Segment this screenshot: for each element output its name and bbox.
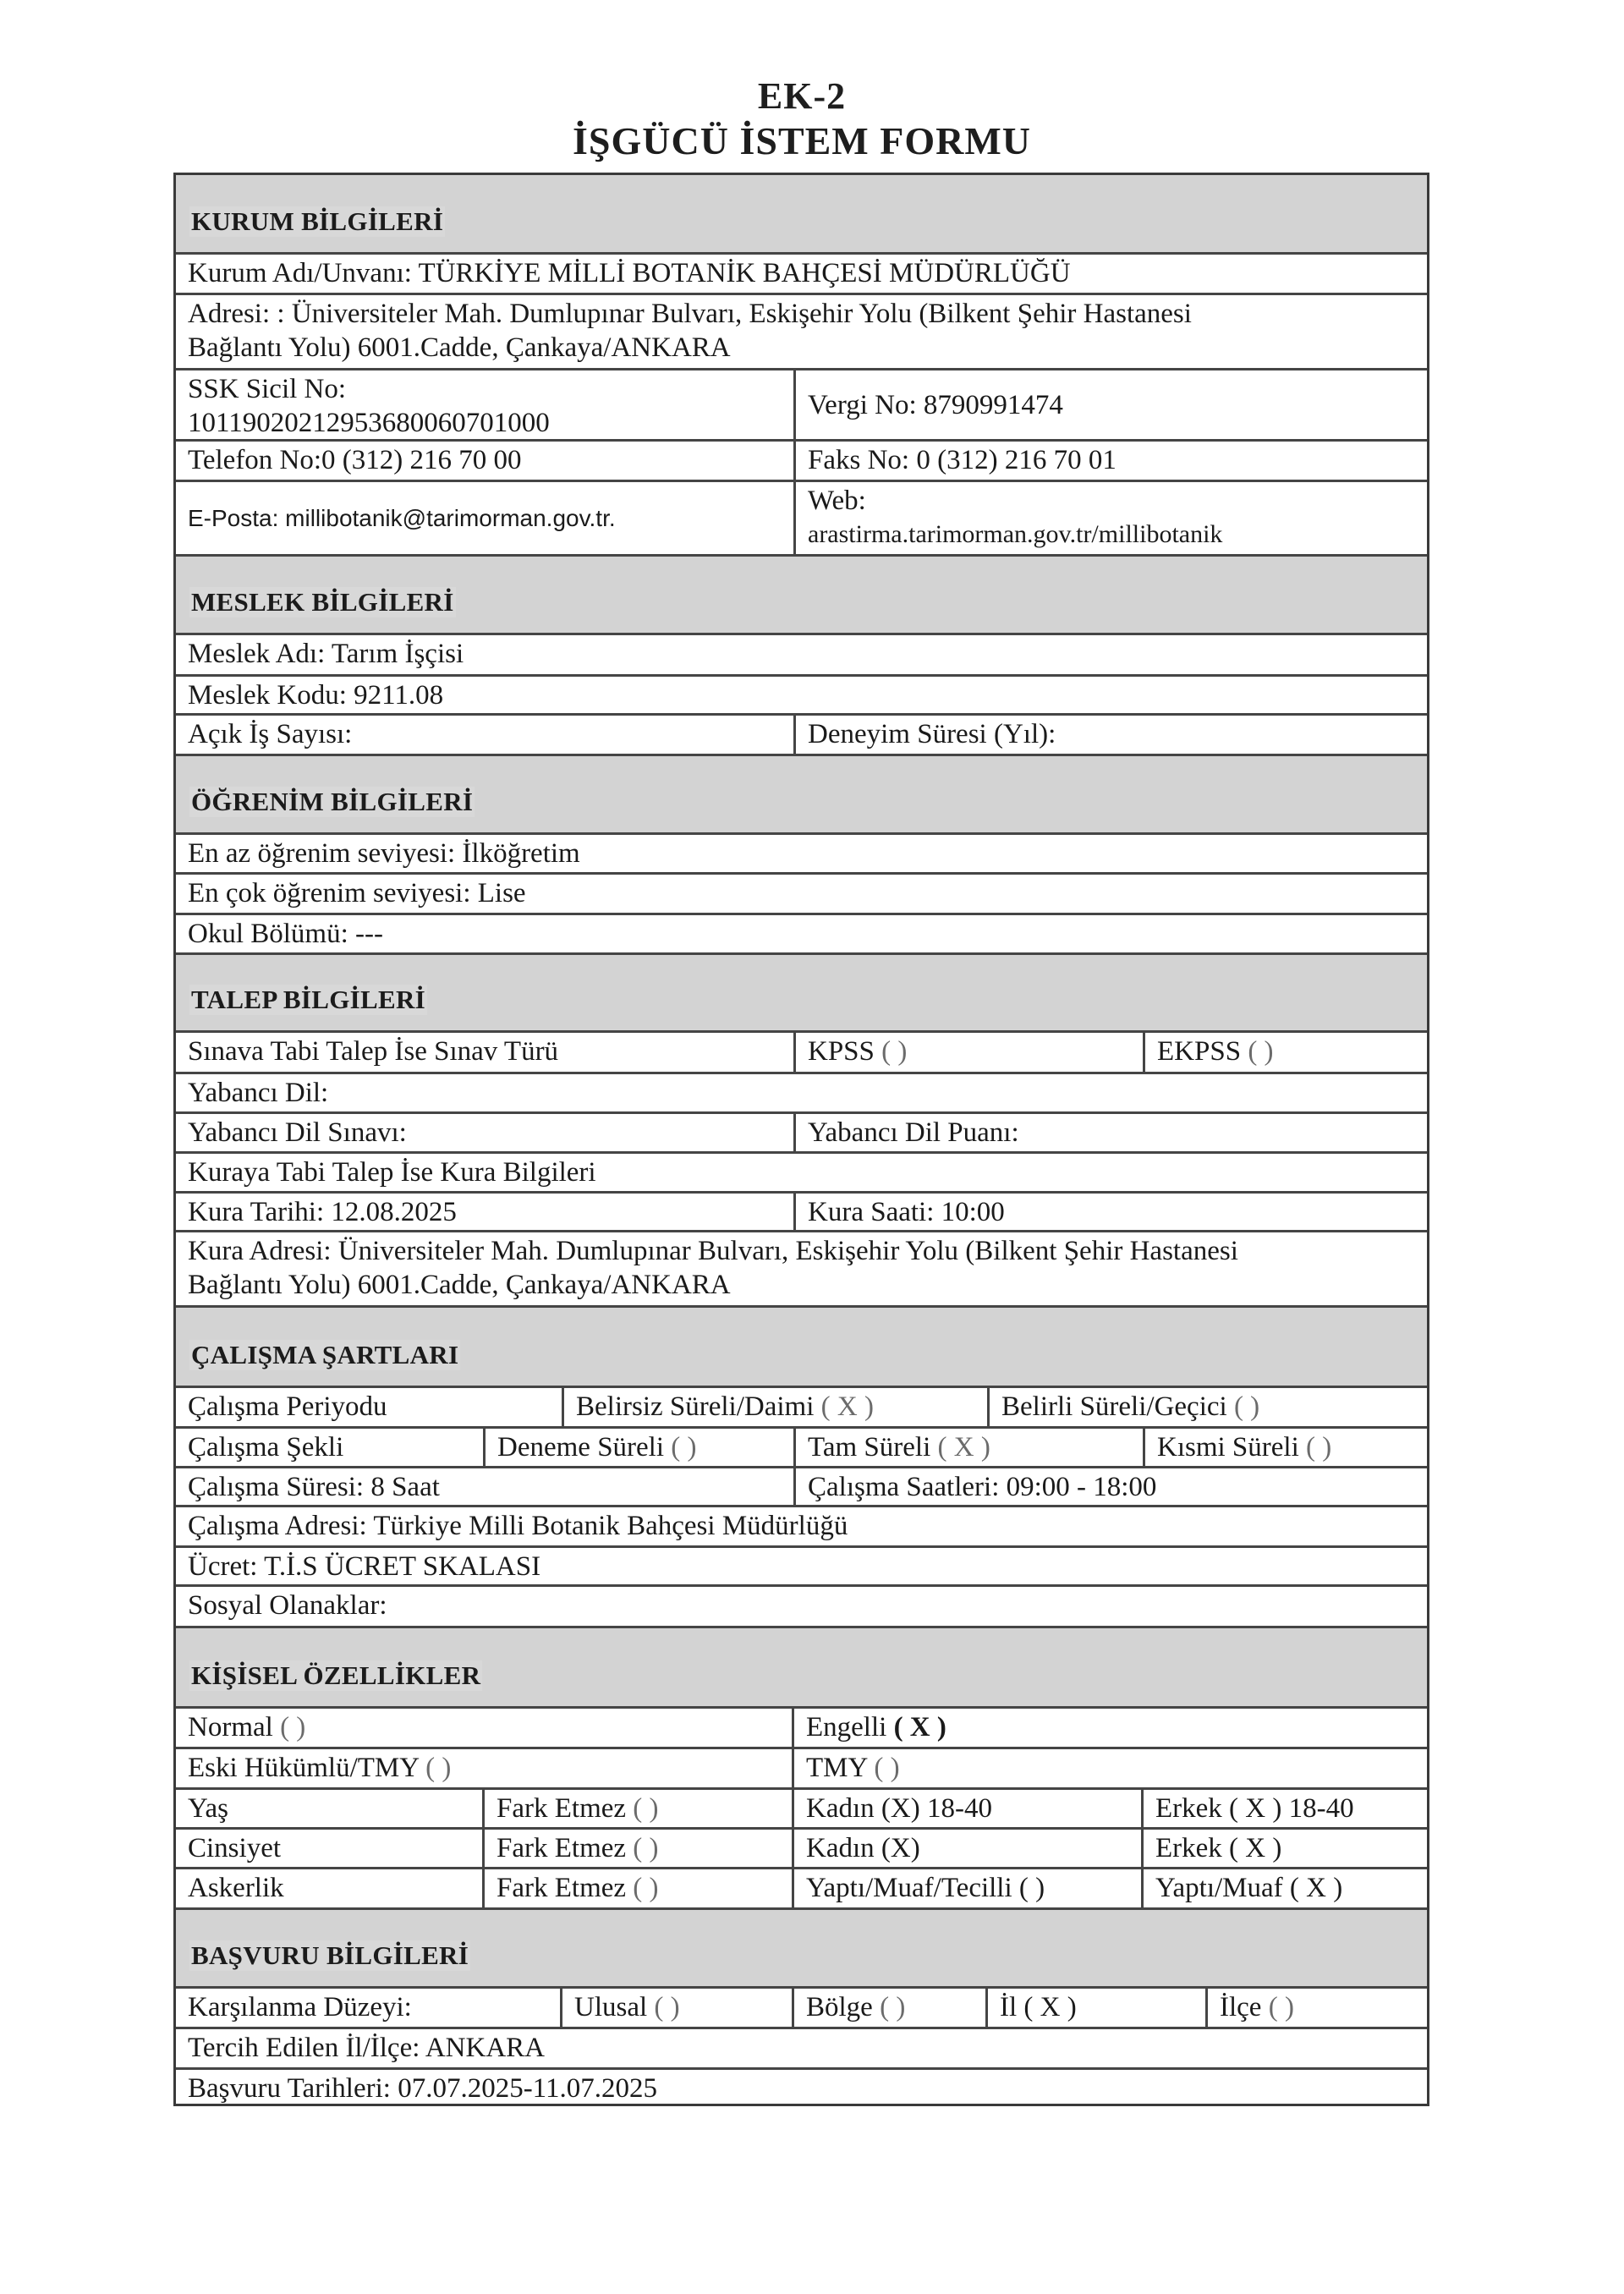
field-sinav-turu: Sınava Tabi Talep İse Sınav Türü <box>188 1036 559 1067</box>
option-yapti-muaf[interactable]: Yaptı/Muaf ( X ) <box>1141 1869 1427 1907</box>
adres-line-2: Bağlantı Yolu) 6001.Cadde, Çankaya/ANKARA <box>188 332 731 363</box>
checkbox-mark[interactable]: ( ) <box>671 1432 697 1463</box>
option-label: Fark Etmez <box>497 1793 627 1824</box>
option-label: Belirsiz Süreli/Daimi <box>576 1391 815 1422</box>
option-label: İl <box>1000 1992 1018 2022</box>
option-label: Deneme Süreli <box>497 1432 665 1463</box>
checkbox-mark[interactable]: ( ) <box>874 1753 900 1783</box>
field-web <box>793 482 1427 554</box>
section-title: KİŞİSEL ÖZELLİKLER <box>191 1660 481 1690</box>
option-bolge[interactable] <box>792 1989 985 2027</box>
checkbox-mark[interactable]: ( X ) <box>1023 1992 1077 2022</box>
option-fark-etmez[interactable] <box>482 1790 792 1827</box>
checkbox-mark[interactable]: ( ) <box>881 1036 908 1067</box>
checkbox-mark[interactable]: ( ) <box>1233 1391 1260 1422</box>
kura-adres-line-2: Bağlantı Yolu) 6001.Cadde, Çankaya/ANKARA <box>188 1270 731 1300</box>
checkbox-mark[interactable]: ( X ) <box>937 1432 990 1463</box>
option-eski-hukumlu[interactable] <box>176 1749 792 1787</box>
checkbox-mark[interactable]: ( X ) <box>820 1391 874 1422</box>
section-header-talep <box>176 955 1427 1033</box>
option-erkek[interactable]: Erkek ( X ) <box>1141 1830 1427 1867</box>
field-acik-is: Açık İş Sayısı: <box>188 719 353 749</box>
web-link[interactable]: arastirma.tarimorman.gov.tr/millibotanik <box>808 520 1223 548</box>
section-header-meslek <box>176 557 1427 635</box>
form-title: İŞGÜCÜ İSTEM FORMU <box>573 119 1031 162</box>
section-title: ÇALIŞMA ŞARTLARI <box>191 1340 459 1369</box>
field-meslek-adi: Meslek Adı: Tarım İşçisi <box>188 639 464 669</box>
option-label: Fark Etmez <box>497 1873 627 1903</box>
row-karsilanma <box>176 1989 1427 2029</box>
option-kadin[interactable]: Kadın (X) 18-40 <box>792 1790 1141 1827</box>
option-tam-sureli[interactable] <box>793 1429 1143 1466</box>
field-label: Cinsiyet <box>188 1833 282 1863</box>
field-okul-bolumu: Okul Bölümü: --- <box>188 919 383 949</box>
option-deneme-sureli[interactable] <box>483 1429 793 1466</box>
checkbox-mark[interactable]: ( ) <box>633 1873 659 1903</box>
section-title: KURUM BİLGİLERİ <box>191 206 444 236</box>
option-label: Kısmi Süreli <box>1157 1432 1299 1463</box>
checkbox-mark[interactable]: ( ) <box>1248 1036 1274 1067</box>
field-kura-adresi <box>176 1232 1427 1305</box>
field-ssk <box>176 370 793 439</box>
checkbox-mark[interactable]: ( ) <box>280 1712 306 1742</box>
field-label: Yaş <box>188 1793 229 1824</box>
row-basvuru-tarihleri <box>176 2070 1427 2109</box>
field-calisma-suresi: Çalışma Süresi: 8 Saat <box>188 1472 440 1502</box>
field-faks: Faks No: 0 (312) 216 70 01 <box>793 442 1427 480</box>
field-adres <box>176 295 1427 368</box>
web-label: Web: <box>808 486 866 516</box>
row-kura-tarih-saat <box>176 1194 1427 1232</box>
row-sosyal <box>176 1587 1427 1628</box>
row-okul <box>176 915 1427 955</box>
option-normal[interactable] <box>176 1709 792 1747</box>
option-ekpss[interactable] <box>1143 1033 1427 1072</box>
section-title: ÖĞRENİM BİLGİLERİ <box>191 787 474 816</box>
row-kura-bilgileri <box>176 1154 1427 1194</box>
option-label: Engelli <box>806 1712 887 1742</box>
row-askerlik <box>176 1869 1427 1910</box>
row-ssk-vergi <box>176 370 1427 442</box>
annex-label: EK-2 <box>757 75 847 117</box>
field-deneyim: Deneyim Süresi (Yıl): <box>793 716 1427 754</box>
ssk-label: SSK Sicil No: <box>188 374 347 404</box>
field-vergi: Vergi No: 8790991474 <box>793 370 1427 439</box>
field-periyodu-label: Çalışma Periyodu <box>188 1391 387 1422</box>
row-en-az <box>176 835 1427 875</box>
checkbox-mark[interactable]: ( ) <box>633 1793 659 1824</box>
option-label: Bölge <box>806 1992 873 2022</box>
ssk-value: 10119020212953680060701000 <box>188 408 550 438</box>
section-header-kisisel <box>176 1628 1427 1709</box>
option-fark-etmez[interactable] <box>482 1869 792 1907</box>
row-calisma-adresi <box>176 1507 1427 1548</box>
field-ucret: Ücret: T.İ.S ÜCRET SKALASI <box>188 1551 541 1582</box>
option-label: KPSS <box>808 1036 875 1067</box>
field-telefon: Telefon No:0 (312) 216 70 00 <box>188 445 522 475</box>
section-header-basvuru <box>176 1910 1427 1989</box>
section-title: TALEP BİLGİLERİ <box>191 985 425 1014</box>
field-label: Askerlik <box>188 1873 284 1903</box>
row-adres <box>176 295 1427 370</box>
row-kura-adresi <box>176 1232 1427 1308</box>
field-yd-sinavi: Yabancı Dil Sınavı: <box>188 1117 407 1148</box>
option-belirsiz-sureli[interactable] <box>562 1388 987 1426</box>
field-tercih-il-ilce: Tercih Edilen İl/İlçe: ANKARA <box>188 2033 545 2063</box>
field-kura-tarihi: Kura Tarihi: 12.08.2025 <box>188 1197 457 1227</box>
field-karsilanma-label: Karşılanma Düzeyi: <box>188 1992 412 2022</box>
row-en-cok <box>176 875 1427 915</box>
row-kurum-adi <box>176 255 1427 295</box>
field-calisma-saatleri: Çalışma Saatleri: 09:00 - 18:00 <box>793 1468 1427 1505</box>
option-kpss[interactable] <box>793 1033 1143 1072</box>
checkbox-mark[interactable]: ( X ) <box>893 1712 946 1742</box>
option-label: Eski Hükümlü/TMY <box>188 1753 419 1783</box>
field-en-az-ogrenim: En az öğrenim seviyesi: İlköğretim <box>188 838 580 869</box>
field-kura-saati: Kura Saati: 10:00 <box>793 1194 1427 1230</box>
row-yd-sinav <box>176 1114 1427 1154</box>
row-eposta-web <box>176 482 1427 557</box>
option-label: Tam Süreli <box>808 1432 931 1463</box>
option-ulusal[interactable] <box>560 1989 792 2027</box>
option-ilce[interactable] <box>1205 1989 1427 2027</box>
checkbox-mark[interactable]: ( ) <box>1306 1432 1332 1463</box>
field-kurum-adi: Kurum Adı/Unvanı: TÜRKİYE MİLLİ BOTANİK BAHÇESİ MÜDÜRLÜĞÜ <box>188 258 1071 288</box>
option-yapti-muaf-tecilli[interactable]: Yaptı/Muaf/Tecilli ( ) <box>792 1869 1141 1907</box>
checkbox-mark[interactable]: ( ) <box>633 1833 659 1863</box>
field-sosyal-olanaklar: Sosyal Olanaklar: <box>188 1590 387 1621</box>
section-title: BAŞVURU BİLGİLERİ <box>191 1940 469 1970</box>
option-kismi-sureli[interactable] <box>1143 1429 1427 1466</box>
row-eski-hukumlu-tmy <box>176 1749 1427 1790</box>
workforce-request-form <box>173 173 1429 2106</box>
field-sekli-label: Çalışma Şekli <box>188 1432 344 1463</box>
option-il[interactable] <box>985 1989 1205 2027</box>
adres-line-1: Adresi: : Üniversiteler Mah. Dumlupınar Bulvarı, Eskişehir Yolu (Bilkent Şehir Hastanesi <box>188 299 1192 329</box>
row-calisma-sekli <box>176 1429 1427 1468</box>
option-label: Belirli Süreli/Geçici <box>1001 1391 1227 1422</box>
checkbox-mark[interactable]: ( ) <box>880 1992 906 2022</box>
option-erkek[interactable]: Erkek ( X ) 18-40 <box>1141 1790 1427 1827</box>
section-title: MESLEK BİLGİLERİ <box>191 587 454 617</box>
checkbox-mark[interactable]: ( ) <box>654 1992 680 2022</box>
row-tercih <box>176 2029 1427 2070</box>
section-header-calisma <box>176 1308 1427 1388</box>
row-normal-engelli <box>176 1709 1427 1749</box>
row-ucret <box>176 1548 1427 1587</box>
row-calisma-suresi <box>176 1468 1427 1507</box>
option-label: Fark Etmez <box>497 1833 627 1863</box>
row-cinsiyet <box>176 1830 1427 1869</box>
row-yas <box>176 1790 1427 1830</box>
field-yabanci-dil: Yabancı Dil: <box>188 1078 329 1108</box>
field-eposta[interactable]: E-Posta: millibotanik@tarimorman.gov.tr. <box>188 504 616 531</box>
row-meslek-kodu <box>176 677 1427 716</box>
option-label: Normal <box>188 1712 273 1742</box>
row-telefon-faks <box>176 442 1427 482</box>
option-label: İlçe <box>1220 1992 1262 2022</box>
checkbox-mark[interactable]: ( ) <box>425 1753 452 1783</box>
option-label: TMY <box>806 1753 868 1783</box>
option-label: Ulusal <box>574 1992 648 2022</box>
field-calisma-adresi: Çalışma Adresi: Türkiye Milli Botanik Bahçesi Müdürlüğü <box>188 1511 848 1541</box>
checkbox-mark[interactable]: ( ) <box>1268 1992 1294 2022</box>
field-meslek-kodu: Meslek Kodu: 9211.08 <box>188 680 444 711</box>
field-kura-bilgileri: Kuraya Tabi Talep İse Kura Bilgileri <box>188 1157 596 1188</box>
kura-adres-line-1: Kura Adresi: Üniversiteler Mah. Dumlupınar Bulvarı, Eskişehir Yolu (Bilkent Şehir Hastanesi <box>188 1236 1238 1266</box>
option-tmy[interactable] <box>792 1749 1427 1787</box>
field-basvuru-tarihleri: Başvuru Tarihleri: 07.07.2025-11.07.2025 <box>188 2073 657 2104</box>
option-fark-etmez[interactable] <box>482 1830 792 1867</box>
row-sinav-turu <box>176 1033 1427 1074</box>
row-meslek-adi <box>176 635 1427 677</box>
field-yd-puani: Yabancı Dil Puanı: <box>793 1114 1427 1151</box>
option-label: EKPSS <box>1157 1036 1242 1067</box>
section-header-kurum <box>176 175 1427 255</box>
row-calisma-periyodu <box>176 1388 1427 1429</box>
row-acik-is-deneyim <box>176 716 1427 756</box>
field-en-cok-ogrenim: En çok öğrenim seviyesi: Lise <box>188 878 526 908</box>
section-header-ogrenim <box>176 756 1427 835</box>
option-kadin[interactable]: Kadın (X) <box>792 1830 1141 1867</box>
option-engelli[interactable] <box>792 1709 1427 1747</box>
row-yabanci-dil <box>176 1074 1427 1114</box>
option-belirli-sureli[interactable] <box>987 1388 1427 1426</box>
